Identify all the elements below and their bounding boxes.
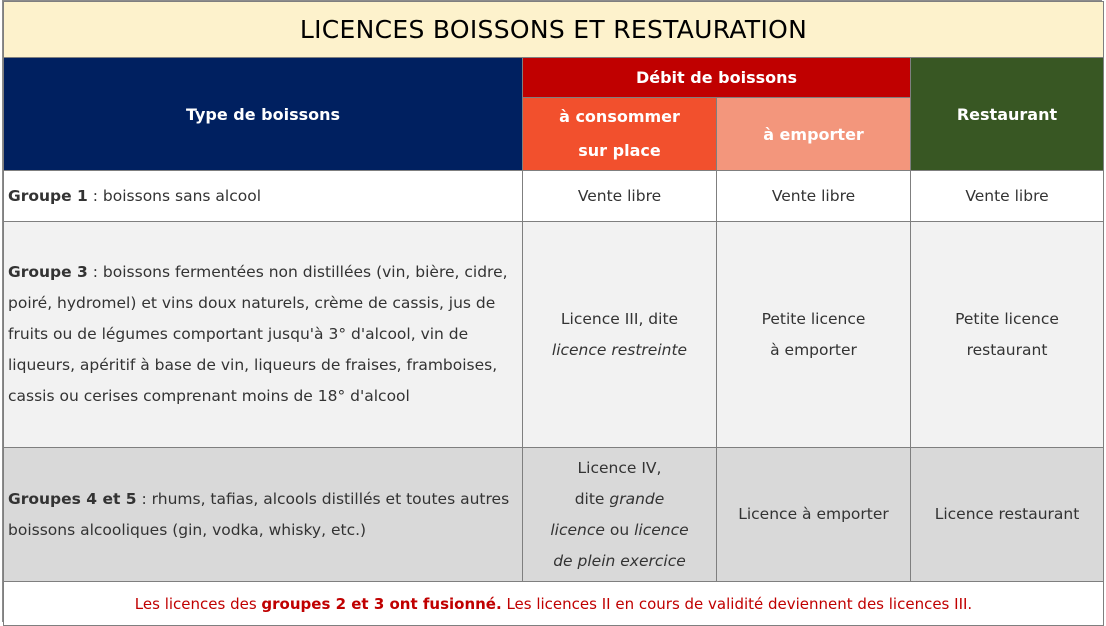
header-debit-de-boissons: Débit de boissons (523, 58, 911, 98)
group-separator: : (87, 186, 103, 205)
cell-restaurant (911, 222, 1104, 448)
place-plein-exercice: de plein exercice (553, 551, 686, 570)
cell-a-emporter (717, 222, 911, 448)
footer-part1: Les licences des (134, 594, 262, 613)
place-licence-2: licence (634, 520, 689, 539)
table-row (4, 222, 1104, 448)
restaurant-line1: Petite licence (955, 309, 1059, 328)
header-place-line2: sur place (578, 141, 661, 160)
group-description: rhums, tafias, alcools distillés et toutes autres boissons alcooliques (gin, vodka, whisky, etc.) (8, 489, 510, 539)
group-separator: : (136, 489, 152, 508)
group-label: Groupe 1 (8, 186, 88, 205)
cell-a-emporter: Licence à emporter (717, 448, 911, 582)
cell-restaurant: Vente libre (911, 171, 1104, 222)
footer-part3: Les licences II en cours de validité deviennent des licences III. (501, 594, 973, 613)
place-line1: Licence IV, (577, 458, 662, 477)
header-place-line1: à consommer (559, 107, 680, 126)
table-row (4, 171, 1104, 222)
footer-part2: groupes 2 et 3 ont fusionné. (261, 594, 502, 613)
group-separator: : (87, 263, 103, 281)
footer-row (4, 582, 1104, 626)
header-restaurant: Restaurant (911, 58, 1104, 171)
emporter-line2: à emporter (770, 340, 857, 359)
place-licence: licence (550, 520, 605, 539)
place-line1: Licence III, dite (560, 309, 679, 328)
row-description (4, 448, 523, 582)
header-type-de-boissons: Type de boissons (4, 58, 523, 171)
place-ou: ou (604, 520, 635, 539)
header-consommer-sur-place (523, 98, 717, 171)
place-grande: grande (609, 489, 665, 508)
group-description: boissons sans alcool (102, 186, 262, 205)
cell-sur-place: Vente libre (523, 171, 717, 222)
licence-table (3, 1, 1104, 626)
row-description (4, 222, 523, 448)
cell-sur-place (523, 448, 717, 582)
group-label: Groupe 3 (8, 263, 88, 281)
licence-table-frame (2, 0, 1102, 622)
place-dite: dite (574, 489, 610, 508)
cell-sur-place (523, 222, 717, 448)
group-description: boissons fermentées non distillées (vin, bière, cidre, poiré, hydromel) et vins doux naturels, crème de cassis, jus de fruits ou de légumes comportant jusqu'à 3° d'alcool, vin de liqueurs, apéritif à base de vin, liqueurs de fraises, framboises, cassis ou cerises comprenant moins de 18° d'alcool (8, 263, 508, 405)
cell-a-emporter: Vente libre (717, 171, 911, 222)
place-line2: licence restreinte (551, 340, 688, 359)
group-label: Groupes 4 et 5 (8, 489, 137, 508)
emporter-line1: Petite licence (761, 309, 866, 328)
row-description (4, 171, 523, 222)
restaurant-line2: restaurant (966, 340, 1048, 359)
table-title: LICENCES BOISSONS ET RESTAURATION (4, 2, 1104, 58)
footer-note (4, 582, 1104, 626)
cell-restaurant: Licence restaurant (911, 448, 1104, 582)
table-row (4, 448, 1104, 582)
header-a-emporter: à emporter (717, 98, 911, 171)
